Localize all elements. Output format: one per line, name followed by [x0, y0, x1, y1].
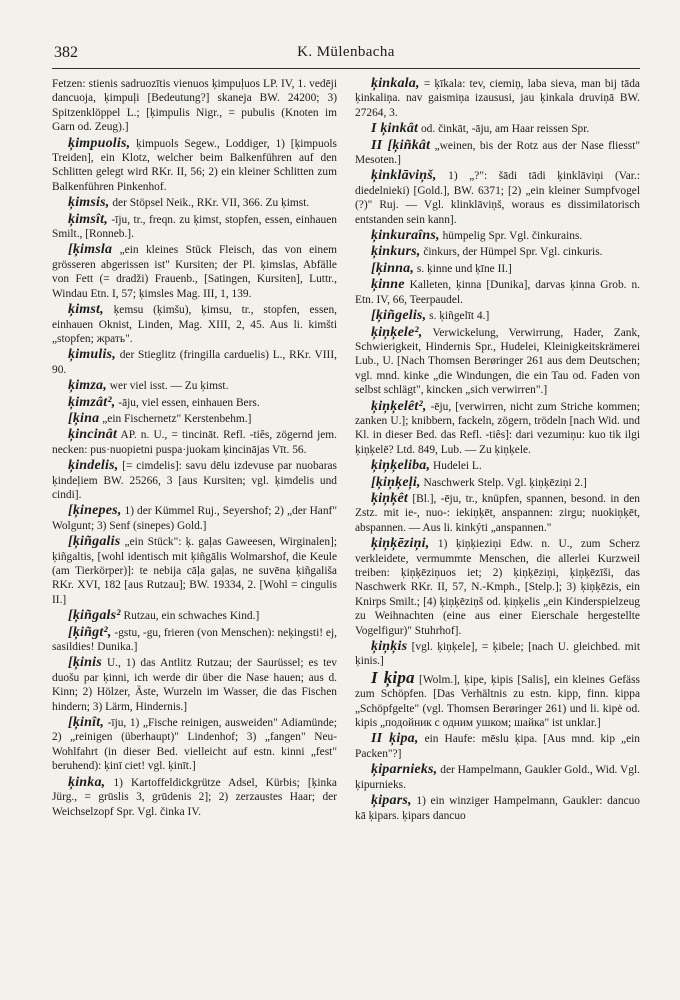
- entry-headword: ķiņķelêt²,: [371, 398, 427, 414]
- entry-headword: [ķimsla: [68, 242, 113, 258]
- entry-text: [= cimdelis]: savu dēlu izdevuse par nuobaras ķindeļiem BW. 25266, 3 [aus Kursiten; vgl. ķimdelis und cindi].: [52, 460, 337, 501]
- dictionary-entry: [52, 243, 337, 301]
- entry-headword: ķimzât²,: [68, 394, 116, 410]
- entry-headword: ķinklāviņš,: [371, 168, 437, 184]
- entry-headword: ķipars,: [371, 793, 412, 809]
- entry-text: -āju, viel essen, einhauen Bers.: [118, 396, 260, 409]
- entry-headword: ķiņķele²,: [371, 324, 423, 340]
- entry-headword: ķimst,: [68, 302, 104, 318]
- entry-headword: ķinkuraîns,: [371, 228, 440, 244]
- entry-text: Fetzen: stienis sadruozītis vienuos ķimpuļuos LP. IV, 1. vedēji dancuoja, ķimpuļi [Bedeutung?] skaneja BW. 24200; 3) Spitzenklöppel L.; [ķimpulis Nigr., = pubulis (Knoten im Garn od. Zeug).]: [52, 78, 337, 134]
- dictionary-entry: [52, 626, 337, 655]
- dictionary-entry: [52, 77, 337, 135]
- entry-text: „ein Stück": ķ. gaļas Gaweesen, Wirginalen]; ķiñgaltis, [wohl identisch mit ķiñgālis Wolmarshof, die Keule (am Tierkörper)]: te nebija cāļa gaļas, ne suvēna ķiñgališa RKr. XVI, 182 [aus Rutzau]; BW. 19334, 2. [Wohl = cingulis II.]: [52, 536, 337, 606]
- entry-text: 1) der Kümmel Ruj., Seyershof; 2) „der Hanf" Wolgunt; 3) Senf (sinepes) Gold.]: [52, 505, 337, 532]
- running-title: K. Mülenbacha: [297, 44, 395, 60]
- page-header: [52, 44, 640, 69]
- dictionary-entry: [52, 716, 337, 774]
- dictionary-entry: [355, 229, 640, 243]
- entry-headword: [ķiñgt²,: [68, 624, 112, 640]
- entry-headword: [ķiņķeļi,: [371, 474, 421, 490]
- entry-headword: [ķinis: [68, 655, 102, 671]
- entry-text: ķemsu (ķimšu), ķimsu, tr., stopfen, essen, einhauen Oknist, Linden, Mag. XIII, 2, 45. Aus li. kimšti „stopfen; жрать".: [52, 304, 337, 345]
- page-number: 382: [54, 44, 78, 61]
- entry-headword: ķimulis,: [68, 347, 116, 363]
- dictionary-entry: [52, 609, 337, 623]
- dictionary-entry: [52, 656, 337, 714]
- dictionary-entry: [355, 139, 640, 168]
- dictionary-entry: [355, 400, 640, 458]
- dictionary-entry: [355, 278, 640, 307]
- dictionary-entry: [355, 763, 640, 792]
- entry-headword: [ķinna,: [371, 260, 415, 276]
- entry-text: -gstu, -gu, frieren (von Menschen): neķingsti! ej, sasildies! Dunika.]: [52, 626, 337, 654]
- entry-text: 1) „?": šādi tādi ķinklāviņi (Var.: diedelnieki) [Gold.], BW. 6371; [2) „ein kleiner Sumpfvogel (?)" Ruj. — Vgl. klinklāviņš, woraus es dissimilatorisch entstanden sein kann].: [355, 170, 640, 226]
- entry-text: der Stöpsel Neik., RKr. VII, 366. Zu ķimst.: [112, 197, 310, 210]
- entry-text: Kalleten, ķinna [Dunika], darvas ķinna Grob. n. Etn. IV, 66, Teerpaudel.: [355, 279, 640, 306]
- entry-headword: ķiņķeliba,: [371, 458, 431, 474]
- dictionary-entry: [355, 794, 640, 823]
- entry-text: -īju, tr., freqn. zu ķimst, stopfen, essen, einhauen Smilt., [Ronneb.].: [52, 213, 337, 241]
- dictionary-entry: [355, 667, 640, 731]
- dictionary-entry: [52, 412, 337, 426]
- dictionary-entry: [52, 213, 337, 242]
- entry-headword: [ķina: [68, 410, 100, 426]
- columns: [52, 77, 640, 825]
- entry-headword: ķiņķêt: [371, 490, 408, 506]
- dictionary-entry: [52, 379, 337, 393]
- dictionary-entry: [52, 535, 337, 607]
- entry-text: [Wolm.], ķipe, ķipis [Salis], ein kleines Gefäss zum Schöpfen. [Das Verhältnis zu estn. kipp, finn. kippa „Schöpfgelte" (vgl. Thomsen Berøringer 261) und li. kipė od. kipis „подойник с одним ушком; шайка" ist unklar.]: [355, 673, 640, 730]
- dictionary-entry: [52, 196, 337, 210]
- dictionary-entry: [355, 122, 640, 136]
- entry-text: ein Haufe: mēslu ķipa. [Aus mnd. kip „ein Packen"?]: [355, 733, 640, 760]
- entry-text: s. ķinne und ķīne II.]: [416, 262, 512, 275]
- entry-text: „ein Fischernetz" Kerstenbehm.]: [102, 412, 252, 425]
- entry-text: U., 1) das Antlitz Rutzau; der Saurüssel; es tev duošu par ķinni, ich werde dir über die Nase hauen; aus d. Kinn; 2) Hölzer, Äste, Wurzeln im Wasser, die das Fischen hindern; 3) Lärm, Hindernis.]: [52, 657, 337, 713]
- entry-headword: ķinkurs,: [371, 244, 421, 260]
- entry-headword: II ķipa,: [371, 731, 419, 747]
- entry-headword: I ķipa: [371, 667, 415, 687]
- dictionary-entry: [355, 262, 640, 276]
- dictionary-entry: [52, 776, 337, 819]
- dictionary-entry: [52, 396, 337, 410]
- dictionary-entry: [355, 537, 640, 638]
- entry-headword: ķimza,: [68, 378, 107, 394]
- left-column: [52, 77, 337, 825]
- entry-headword: [ķinepes,: [68, 503, 122, 519]
- entry-text: 1) ein winziger Hampelmann, Gaukler: dancuo kā ķipars. ķipars dancuo: [355, 795, 640, 822]
- dictionary-entry: [355, 326, 640, 398]
- dictionary-entry: [52, 137, 337, 195]
- entry-text: Verwickelung, Verwirrung, Hader, Zank, Schwierigkeit, Hindernis Spr., Hudelei, Kleinigkeitskrämerei Lub., U. [Nach Thomsen Berøringer 261 aus dem Deutschen; vgl. mnd. kinke „die Windungen, die ein Tau od. Faden von selbst schlägt", kincken „sich verwirren".]: [355, 326, 640, 397]
- entry-text: od. činkāt, -āju, am Haar reissen Spr.: [420, 123, 590, 136]
- dictionary-entry: [355, 245, 640, 259]
- dictionary-entry: [52, 459, 337, 502]
- entry-headword: [ķinît,: [68, 715, 105, 731]
- entry-text: Rutzau, ein schwaches Kind.]: [123, 610, 260, 623]
- dictionary-entry: [355, 732, 640, 761]
- dictionary-entry: [355, 309, 640, 323]
- entry-headword: ķimsis,: [68, 195, 110, 211]
- entry-text: ķimpuols Segew., Loddiger, 1) [ķimpuols Treiden], ein Klotz, welcher beim Balkenführen auf den Schlitten gelegt wird RKr. II, 56; 2) ein kleiner Schlitten zum Balkenführen Pinkenhof.: [52, 137, 337, 193]
- entry-text: hümpelig Spr. Vgl. činkurains.: [442, 230, 583, 243]
- dictionary-entry: [355, 640, 640, 669]
- entry-headword: I ķinkât: [371, 121, 419, 137]
- entry-headword: ķincinât: [68, 427, 118, 443]
- right-column: [355, 77, 640, 825]
- entry-text: [vgl. ķiņķele], = ķibele; [nach U. gleichbed. mit ķinis.]: [355, 641, 640, 668]
- entry-headword: II [ķiñkât: [371, 137, 431, 153]
- entry-text: der Stieglitz (fringilla carduelis) L., RKr. VIII, 90.: [52, 349, 337, 376]
- entry-text: Naschwerk Stelp. Vgl. ķiņķēziņi 2.]: [423, 476, 587, 489]
- dictionary-entry: [355, 476, 640, 490]
- entry-headword: ķiņķēziņi,: [371, 536, 430, 552]
- entry-headword: ķiparnieks,: [371, 762, 438, 778]
- entry-text: činkurs, der Hümpel Spr. Vgl. cinkuris.: [423, 246, 603, 259]
- entry-text: [Bl.], -ēju, tr., knüpfen, spannen, besond. in den Zstz. mit ie-, nuo-: iekiņķēt, anspannen: zirgu; nuokiņķēt, abspannen. — Aus li. kinkýti „anspannen.": [355, 492, 640, 534]
- entry-headword: ķinkala,: [371, 76, 420, 91]
- dictionary-entry: [355, 169, 640, 227]
- entry-headword: ķiņķis: [371, 639, 408, 655]
- dictionary-entry: [52, 504, 337, 533]
- entry-headword: ķinka,: [68, 774, 106, 790]
- dictionary-entry: [52, 428, 337, 457]
- entry-text: = ķīkala: tev, ciemiņ, laba sieva, man bij tāda ķinkaliņa. nav gaismiņa izaususi, jau ķinkala druviņā BW. 27264, 3.: [355, 78, 640, 119]
- entry-headword: [ķiñgalis: [68, 534, 121, 550]
- entry-headword: ķimsît,: [68, 211, 108, 227]
- dictionary-entry: [52, 348, 337, 377]
- dictionary-entry: [355, 459, 640, 473]
- entry-headword: [ķiñgals²: [68, 608, 121, 624]
- entry-headword: ķindelis,: [68, 458, 119, 474]
- entry-text: 1) ķiņķieziņi Edw. n. U., zum Scherz verkleidete, vermummte Menschen, die allerlei Kurzweil treiben: ķiņķēziņuos iet; 2) ķiņķēziņi, ķiņķēzīši, das Naschwerk RKr. II, 57, N.-Kmph., [Stelp.]; 3) ķiņķēzis, ein Knirps Smilt.; [4) ķiņķēziņš od. ķiņķelis „ein Kinderspielzeug zu Weihnachten (eine aus einer Eierschale hergestellte Vogelfigur)" Stuhrhof].: [355, 538, 640, 637]
- entry-text: AP. n. U., = tincināt. Refl. -tiês, zögernd jem. necken: pus·nuopietni puspa·juokam ķincinājas Vīt. 56.: [52, 429, 337, 456]
- dictionary-entry: [355, 77, 640, 120]
- entry-headword: [ķiñgelis,: [371, 308, 427, 324]
- entry-headword: ķinne: [371, 277, 405, 293]
- entry-text: -īju, 1) „Fische reinigen, ausweiden" Adiamünde; 2) „reinigen (überhaupt)" Lindenhof; 3) „fangen" Neu-Wohlfahrt (in dieser Bed. vielleicht auf estn. kinni „fest" beruhend): ķinī ciet! vgl. ķinīt.]: [52, 717, 337, 773]
- entry-text: wer viel isst. — Zu ķimst.: [109, 380, 229, 393]
- entry-text: Hudelei L.: [433, 460, 482, 473]
- entry-text: „ein kleines Stück Fleisch, das von einem grösseren abgerissen ist" Kursiten; der Pl. ķimslas, Abfälle von Fett (= dradži) Frauenb., [Satingen, Kursiten], Luttr., Windau Etn. I, 57; ķimsles Mag. III, 1, 139.: [52, 244, 337, 300]
- entry-headword: ķimpuolis,: [68, 135, 131, 151]
- dictionary-entry: [52, 303, 337, 346]
- entry-text: „weinen, bis der Rotz aus der Nase fliesst" Mesoten.]: [355, 139, 641, 167]
- entry-text: -ēju, [verwirren, nicht zum Striche kommen; zanken U.]; knibbern, fackeln, zögern, trödeln [nach Wid. und Kl. in dieser Bed. das Refl. -tiês]: dari vezumiņu: kuo tik ilgi ķiņķelē? Ltd. 849, Lub. — Zu ķiņķele.: [355, 400, 640, 456]
- dictionary-entry: [355, 492, 640, 535]
- entry-text: 1) Kartoffeldickgrütze Adsel, Kürbis; [ķinka Jürg., = grūslis 3, grūdenis 2]; 2) zerzaustes Haar; der Weichselzopf Spr. Vgl. činka IV.: [52, 776, 337, 818]
- entry-text: der Hampelmann, Gaukler Gold., Wid. Vgl. ķipurnieks.: [355, 764, 640, 791]
- entry-text: s. ķiñgelīt 4.]: [429, 310, 490, 323]
